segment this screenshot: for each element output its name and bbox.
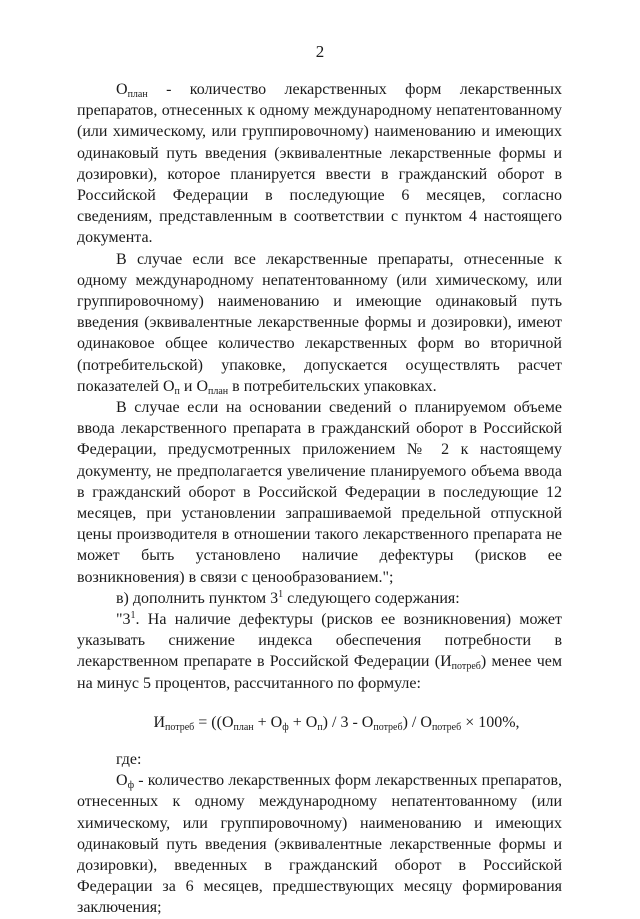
symbol-i: И	[440, 653, 452, 671]
paragraph-text: - количество лекарственных форм лекарственных препаратов, отнесенных к одному международному непатентованному (или химическому, или группировочному) наименованию и имеющих одинаковый путь введения (эквивалентные лекарственные формы и дозировки), введенных в гражданский оборот в Российской Федерации за 6 месяцев, предшествующих месяцу формирования заключения;	[77, 772, 562, 917]
symbol-subscript: план	[208, 385, 229, 397]
paragraph-text: ) менее чем на минус 5 процентов, рассчитанного по формуле:	[77, 653, 562, 692]
paragraph-text: . На наличие дефектуры (рисков ее возникновения) может указывать снижение индекса обеспечения потребности в лекарственном препарате в Российской Федерации (	[77, 611, 562, 671]
formula-term: О	[221, 713, 234, 731]
formula-subscript: потреб	[165, 721, 195, 733]
paragraph-text: и	[179, 377, 197, 395]
symbol-subscript: план	[127, 89, 148, 100]
formula-subscript: потреб	[373, 721, 403, 733]
symbol-o: О	[116, 81, 128, 98]
paragraph-add-item	[77, 588, 562, 609]
formula-subscript: ф	[282, 721, 289, 733]
formula-term: О	[361, 713, 374, 731]
paragraph-o-f-definition	[77, 770, 562, 918]
paragraph-text: В случае если все лекарственные препараты, отнесенные к одному международному непатентованному (или химическому, или группировочному) наименованию и имеющие одинаковый путь введения (эквивалентные лекарственные формы и дозировки), имеют одинаковое общее количество лекарственных форм во вторичной (потребительской) упаковке, допускается осуществлять расчет показателей	[77, 250, 562, 395]
formula-subscript: план	[233, 721, 254, 733]
paragraph-same-packaging	[77, 249, 562, 397]
page-number: 2	[315, 42, 325, 61]
symbol-o: О	[196, 377, 208, 395]
formula-term: О	[305, 713, 318, 731]
paragraph-where	[77, 749, 562, 770]
paragraph-text: "3	[116, 611, 131, 629]
symbol-subscript: ф	[127, 780, 135, 792]
formula-subscript: п	[317, 721, 323, 733]
paragraph-text: где:	[116, 750, 142, 768]
paragraph-text: следующего содержания:	[283, 589, 460, 607]
formula-operator: × 100%,	[461, 713, 520, 731]
formula-operator: +	[288, 713, 306, 731]
formula-subscript: потреб	[431, 721, 462, 733]
formula-operator: +	[253, 713, 271, 731]
formula-term: О	[420, 713, 432, 731]
paragraph-item-3-1	[77, 609, 562, 694]
paragraph-text: в) дополнить пунктом 3	[116, 589, 279, 607]
symbol-subscript: п	[174, 385, 180, 397]
document-body	[77, 79, 562, 919]
paragraph-text: в потребительских упаковках.	[228, 377, 437, 395]
paragraph-no-volume-increase	[77, 397, 562, 588]
superscript: 1	[130, 610, 136, 622]
paragraph-o-plan-definition	[77, 79, 562, 249]
symbol-subscript: потреб	[451, 661, 481, 673]
formula	[77, 712, 562, 733]
superscript: 1	[278, 588, 284, 600]
formula-term: И	[153, 713, 165, 731]
formula-operator: ) /	[402, 713, 421, 731]
formula-term: О	[270, 713, 283, 731]
formula-operator: = ((	[194, 713, 222, 731]
paragraph-text: - количество лекарственных форм лекарственных препаратов, отнесенных к одному международному непатентованному (или химическому, или группировочному) наименованию и имеющих одинаковый путь введения (эквивалентные лекарственные формы и дозировки), которое планируется ввести в гражданский оборот в Российской Федерации в последующие 6 месяцев, согласно сведениям, представленным в соответствии с пунктом 4 настоящего документа.	[77, 81, 562, 247]
symbol-o: О	[116, 772, 128, 790]
formula-operator: ) / 3 -	[322, 713, 362, 731]
symbol-o: О	[162, 377, 175, 395]
paragraph-text: В случае если на основании сведений о планируемом объеме ввода лекарственного препарата в гражданский оборот в Российской Федерации, предусмотренных приложением № 2 к настоящему документу, не предполагается увеличение планируемого объема ввода в гражданский оборот в Российской Федерации в последующие 12 месяцев, при установлении запрашиваемой предельной отпускной цены производителя в отношении такого лекарственного препарата не может быть установлено наличие дефектуры (рисков ее возникновения) в связи с ценообразованием.";	[77, 399, 562, 586]
